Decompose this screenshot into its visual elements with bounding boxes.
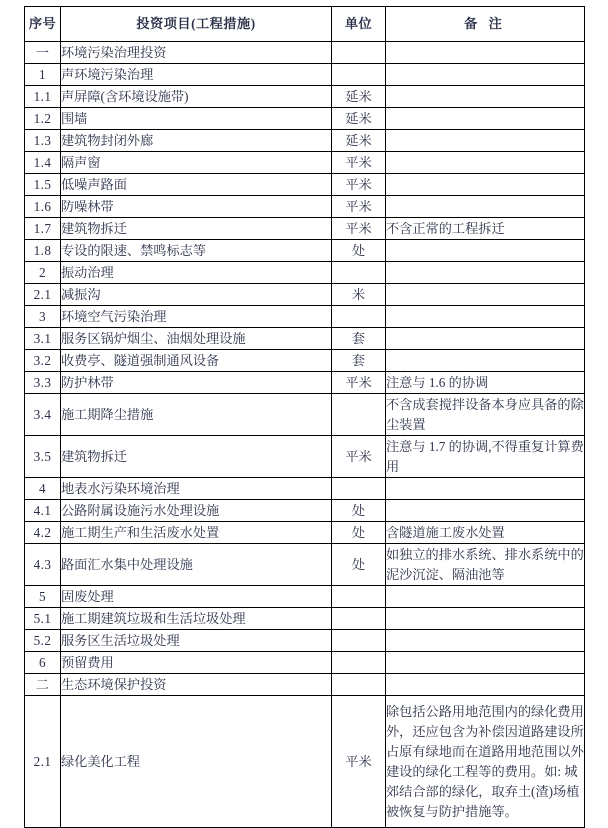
cell-item: 收费亭、隧道强制通风设备 [61, 350, 332, 372]
cell-unit: 平米 [332, 436, 386, 478]
table-row [25, 652, 585, 674]
cell-item: 施工期降尘措施 [61, 394, 332, 436]
cell-item: 生态环境保护投资 [61, 674, 332, 696]
cell-remark [386, 64, 585, 86]
cell-item: 环境污染治理投资 [61, 42, 332, 64]
cell-unit: 平米 [332, 152, 386, 174]
cell-item: 防噪林带 [61, 196, 332, 218]
cell-item: 环境空气污染治理 [61, 306, 332, 328]
cell-remark [386, 42, 585, 64]
column-header-item: 投资项目(工程措施) [61, 7, 332, 42]
table-row [25, 328, 585, 350]
cell-remark [386, 674, 585, 696]
cell-unit: 平米 [332, 174, 386, 196]
cell-no: 3.2 [25, 350, 61, 372]
cell-no: 3 [25, 306, 61, 328]
cell-no: 1.4 [25, 152, 61, 174]
table-row [25, 86, 585, 108]
cell-no: 5 [25, 586, 61, 608]
table-row [25, 674, 585, 696]
cell-item: 围墙 [61, 108, 332, 130]
cell-no: 1.2 [25, 108, 61, 130]
cell-no: 1.3 [25, 130, 61, 152]
cell-unit: 平米 [332, 218, 386, 240]
cell-item: 低噪声路面 [61, 174, 332, 196]
cell-unit: 延米 [332, 86, 386, 108]
table-row [25, 64, 585, 86]
cell-no: 4.3 [25, 544, 61, 586]
cell-item: 减振沟 [61, 284, 332, 306]
cell-item: 地表水污染环境治理 [61, 478, 332, 500]
cell-item: 防护林带 [61, 372, 332, 394]
table-row [25, 284, 585, 306]
cell-item: 隔声窗 [61, 152, 332, 174]
table-row [25, 42, 585, 64]
cell-item: 路面汇水集中处理设施 [61, 544, 332, 586]
cell-unit [332, 608, 386, 630]
table-row [25, 544, 585, 586]
table-row [25, 436, 585, 478]
cell-item: 固废处理 [61, 586, 332, 608]
cell-remark: 含隧道施工废水处置 [386, 522, 585, 544]
table-row [25, 478, 585, 500]
cell-unit [332, 64, 386, 86]
cell-remark: 注意与 1.7 的协调,不得重复计算费用 [386, 436, 585, 478]
table-body [25, 42, 585, 828]
cell-no: 5.2 [25, 630, 61, 652]
cell-unit: 处 [332, 522, 386, 544]
cell-item: 施工期建筑垃圾和生活垃圾处理 [61, 608, 332, 630]
cell-remark [386, 500, 585, 522]
cell-unit: 平米 [332, 196, 386, 218]
table-row [25, 196, 585, 218]
table-row [25, 306, 585, 328]
cell-remark [386, 586, 585, 608]
cell-no: 一 [25, 42, 61, 64]
table-row [25, 608, 585, 630]
cell-unit [332, 674, 386, 696]
cell-item: 服务区锅炉烟尘、油烟处理设施 [61, 328, 332, 350]
cell-unit: 处 [332, 544, 386, 586]
cell-item: 建筑物拆迁 [61, 436, 332, 478]
cell-unit: 平米 [332, 696, 386, 828]
cell-unit: 处 [332, 240, 386, 262]
cell-remark [386, 652, 585, 674]
cell-item: 专设的限速、禁鸣标志等 [61, 240, 332, 262]
cell-unit: 平米 [332, 372, 386, 394]
cell-remark: 不含成套搅拌设备本身应具备的除尘装置 [386, 394, 585, 436]
cell-no: 1 [25, 64, 61, 86]
cell-no: 4.1 [25, 500, 61, 522]
cell-unit [332, 630, 386, 652]
cell-item: 绿化美化工程 [61, 696, 332, 828]
table-row [25, 394, 585, 436]
cell-item: 建筑物封闭外廊 [61, 130, 332, 152]
cell-unit: 套 [332, 350, 386, 372]
cell-no: 6 [25, 652, 61, 674]
cell-remark [386, 130, 585, 152]
table-row [25, 500, 585, 522]
cell-remark [386, 478, 585, 500]
cell-remark [386, 108, 585, 130]
table-row [25, 630, 585, 652]
cell-unit: 延米 [332, 130, 386, 152]
table-row [25, 152, 585, 174]
column-header-unit: 单位 [332, 7, 386, 42]
cell-item: 建筑物拆迁 [61, 218, 332, 240]
cell-no: 2 [25, 262, 61, 284]
cell-no: 3.1 [25, 328, 61, 350]
cell-item: 预留费用 [61, 652, 332, 674]
cell-no: 2.1 [25, 284, 61, 306]
cell-remark [386, 86, 585, 108]
table-row [25, 130, 585, 152]
table-row [25, 108, 585, 130]
table-header [25, 7, 585, 42]
cell-item: 振动治理 [61, 262, 332, 284]
cell-no: 3.4 [25, 394, 61, 436]
table-row [25, 174, 585, 196]
cell-remark [386, 174, 585, 196]
cell-no: 1.1 [25, 86, 61, 108]
column-header-remark: 备 注 [386, 7, 585, 42]
cell-remark [386, 350, 585, 372]
cell-remark: 除包括公路用地范围内的绿化费用外，还应包含为补偿因道路建设所占原有绿地而在道路用地范围以外建设的绿化工程等的费用。如: 城郊结合部的绿化，取弃土(渣)场植被恢复与防护措施等。 [386, 696, 585, 828]
cell-remark [386, 608, 585, 630]
investment-items-table [24, 6, 585, 828]
table-row [25, 522, 585, 544]
cell-remark [386, 328, 585, 350]
cell-no: 1.6 [25, 196, 61, 218]
cell-unit [332, 478, 386, 500]
cell-no: 1.5 [25, 174, 61, 196]
cell-unit: 延米 [332, 108, 386, 130]
cell-remark [386, 306, 585, 328]
cell-no: 3.5 [25, 436, 61, 478]
cell-unit [332, 394, 386, 436]
cell-remark [386, 240, 585, 262]
cell-unit [332, 42, 386, 64]
cell-remark [386, 630, 585, 652]
cell-no: 4 [25, 478, 61, 500]
cell-item: 声屏障(含环境设施带) [61, 86, 332, 108]
cell-no: 4.2 [25, 522, 61, 544]
cell-item: 声环境污染治理 [61, 64, 332, 86]
cell-remark: 注意与 1.6 的协调 [386, 372, 585, 394]
cell-remark [386, 196, 585, 218]
cell-remark [386, 262, 585, 284]
table-row [25, 262, 585, 284]
cell-unit [332, 652, 386, 674]
table-row [25, 586, 585, 608]
cell-unit: 处 [332, 500, 386, 522]
cell-unit [332, 306, 386, 328]
cell-no: 2.1 [25, 696, 61, 828]
cell-remark [386, 152, 585, 174]
cell-unit: 套 [332, 328, 386, 350]
cell-no: 3.3 [25, 372, 61, 394]
cell-unit [332, 262, 386, 284]
cell-unit: 米 [332, 284, 386, 306]
cell-no: 二 [25, 674, 61, 696]
cell-item: 服务区生活垃圾处理 [61, 630, 332, 652]
cell-unit [332, 586, 386, 608]
cell-no: 5.1 [25, 608, 61, 630]
table-row [25, 696, 585, 828]
cell-remark: 如独立的排水系统、排水系统中的泥沙沉淀、隔油池等 [386, 544, 585, 586]
table-row [25, 350, 585, 372]
table-header-row [25, 7, 585, 42]
cell-item: 公路附属设施污水处理设施 [61, 500, 332, 522]
cell-item: 施工期生产和生活废水处置 [61, 522, 332, 544]
table-row [25, 372, 585, 394]
cell-no: 1.8 [25, 240, 61, 262]
table-row [25, 218, 585, 240]
cell-remark [386, 284, 585, 306]
column-header-no: 序号 [25, 7, 61, 42]
table-row [25, 240, 585, 262]
cell-no: 1.7 [25, 218, 61, 240]
cell-remark: 不含正常的工程拆迁 [386, 218, 585, 240]
